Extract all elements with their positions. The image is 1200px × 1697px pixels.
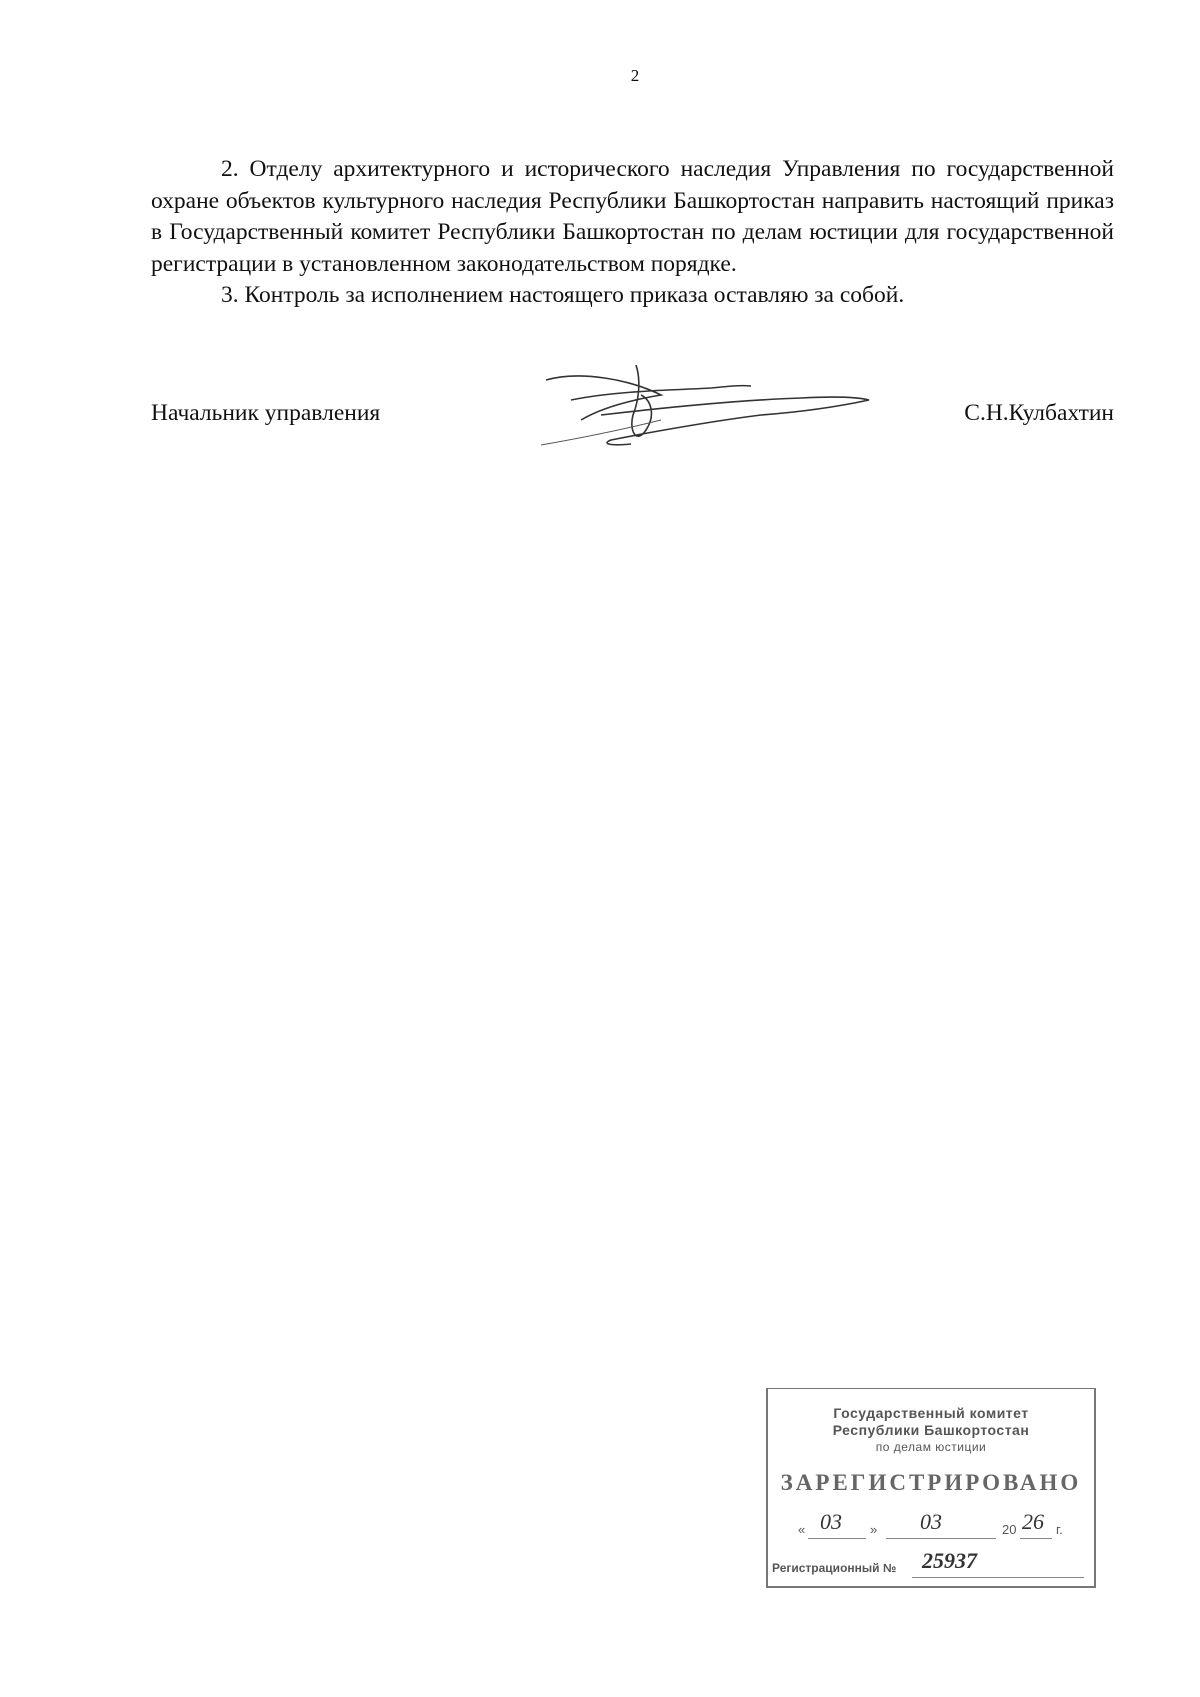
stamp-year-prefix: 20 [1002, 1522, 1017, 1537]
stamp-day: 03 [820, 1509, 842, 1534]
stamp-year-unit: г. [1056, 1522, 1063, 1537]
stamp-title: ЗАРЕГИСТРИРОВАНО [780, 1470, 1082, 1495]
stamp-month: 03 [920, 1509, 942, 1534]
document-body [151, 154, 1114, 312]
paragraph-3: 3. Контроль за исполнением настоящего приказа оставляю за собой. [221, 282, 905, 308]
stamp-reg-label: Регистрационный № [772, 1561, 897, 1575]
page-number: 2 [630, 66, 640, 85]
registration-stamp [766, 1388, 1096, 1588]
stamp-org-line: по делам юстиции [875, 1440, 987, 1454]
signatory-name: С.Н.Кулбахтин [964, 400, 1114, 426]
stamp-org-line: Республики Башкортостан [832, 1422, 1030, 1438]
paragraph-2: 2. Отделу архитектурного и исторического наследия Управления по государственной охране объектов культурного наследия Республики Башкортостан направить настоящий приказ в Государственный комитет Республики Башкортостан по делам юстиции для государственной регистрации в установленном законодательством порядке. [151, 156, 1114, 277]
stamp-org-line: Государственный комитет [833, 1405, 1029, 1421]
stamp-reg-number: 25937 [922, 1548, 977, 1573]
stamp-organization [768, 1405, 1094, 1456]
stamp-registration [772, 1548, 1084, 1578]
stamp-date: « 03 » 03 20 26 г. [798, 1509, 1063, 1537]
signatory-role: Начальник управления [151, 400, 381, 426]
handwritten-signature [541, 360, 881, 460]
stamp-year-suffix: 26 [1022, 1509, 1044, 1534]
